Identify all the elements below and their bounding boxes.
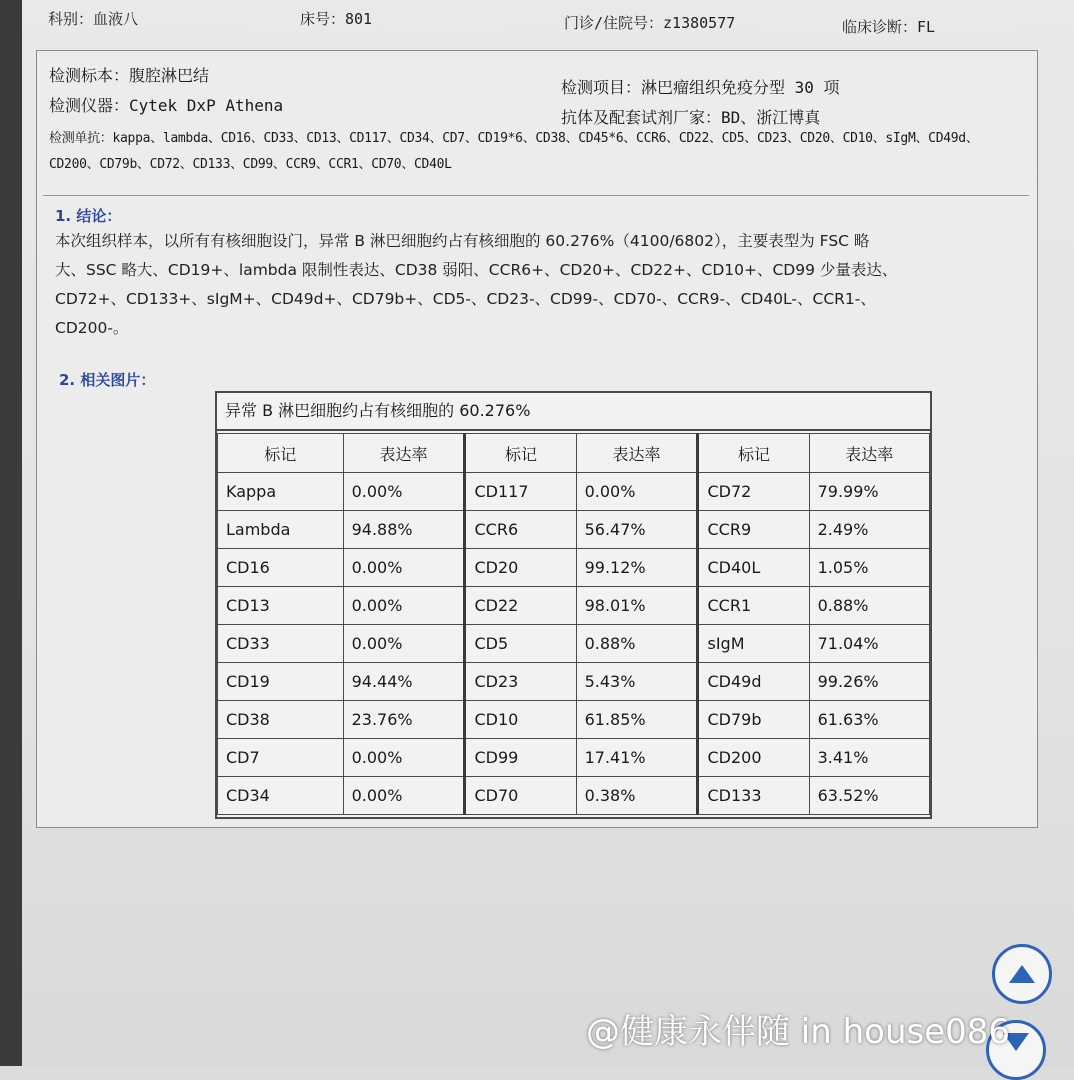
expression-table: [215, 391, 932, 819]
expression-rate-cell: 71.04%: [809, 625, 929, 663]
marker-cell: CD133: [698, 777, 809, 815]
conclusion-line: CD200-。: [55, 319, 129, 337]
marker-cell: CD34: [218, 777, 344, 815]
patient-info-bar: [22, 0, 1074, 42]
table-row: [218, 625, 930, 663]
expression-rate-cell: 0.38%: [576, 777, 698, 815]
marker-grid: [217, 433, 930, 815]
expression-rate-cell: 0.00%: [343, 625, 465, 663]
report-panel: [36, 50, 1038, 828]
table-row: [218, 587, 930, 625]
marker-cell: CCR9: [698, 511, 809, 549]
conclusion-line: CD72+、CD133+、sIgM+、CD49d+、CD79b+、CD5-、CD23-、CD99-、CD70-、CCR9-、CD40L-、CCR1-、: [55, 290, 876, 308]
marker-cell: CD7: [218, 739, 344, 777]
column-header: 表达率: [343, 434, 465, 473]
table-row: [218, 549, 930, 587]
expression-rate-cell: 99.26%: [809, 663, 929, 701]
marker-cell: Kappa: [218, 473, 344, 511]
marker-cell: CD19: [218, 663, 344, 701]
expression-rate-cell: 2.49%: [809, 511, 929, 549]
report-screen: [22, 0, 1074, 1066]
expression-rate-cell: 63.52%: [809, 777, 929, 815]
expression-rate-cell: 61.63%: [809, 701, 929, 739]
expression-rate-cell: 99.12%: [576, 549, 698, 587]
test-info-header: [43, 53, 1029, 196]
conclusion-heading: 1. 结论：: [55, 207, 122, 225]
expression-rate-cell: 0.00%: [343, 739, 465, 777]
monitor-bezel: [0, 0, 22, 1066]
marker-cell: CD99: [465, 739, 576, 777]
column-header: 标记: [465, 434, 576, 473]
marker-cell: CD20: [465, 549, 576, 587]
column-header: 标记: [698, 434, 809, 473]
marker-cell: CD40L: [698, 549, 809, 587]
marker-cell: CCR1: [698, 587, 809, 625]
table-row: [218, 777, 930, 815]
expression-rate-cell: 0.00%: [343, 777, 465, 815]
table-row: [218, 663, 930, 701]
expression-rate-cell: 94.44%: [343, 663, 465, 701]
expression-rate-cell: 1.05%: [809, 549, 929, 587]
expression-rate-cell: 3.41%: [809, 739, 929, 777]
scroll-up-button[interactable]: [992, 944, 1052, 1004]
expression-rate-cell: 0.00%: [343, 587, 465, 625]
expression-rate-cell: 0.00%: [343, 549, 465, 587]
instrument-label: 检测仪器：Cytek DxP Athena: [49, 96, 284, 115]
expression-rate-cell: 5.43%: [576, 663, 698, 701]
expression-rate-cell: 61.85%: [576, 701, 698, 739]
expression-rate-cell: 0.00%: [576, 473, 698, 511]
table-row: [218, 473, 930, 511]
expression-rate-cell: 79.99%: [809, 473, 929, 511]
bed-number: 床号：801: [300, 10, 373, 28]
marker-cell: CD33: [218, 625, 344, 663]
test-item-label: 检测项目：淋巴瘤组织免疫分型 30 项: [561, 78, 840, 97]
conclusion-text: [55, 227, 1015, 343]
expression-rate-cell: 56.47%: [576, 511, 698, 549]
antibody-list-line1: 检测单抗：kappa、lambda、CD16、CD33、CD13、CD117、CD34、CD7、CD19*6、CD38、CD45*6、CCR6、CD22、CD5、CD23、CD20、CD10、sIgM、CD49d、: [49, 131, 979, 146]
table-row: [218, 701, 930, 739]
table-row: [218, 511, 930, 549]
marker-cell: CD16: [218, 549, 344, 587]
expression-rate-cell: 0.00%: [343, 473, 465, 511]
arrow-up-icon: [1009, 965, 1035, 983]
expression-rate-cell: 17.41%: [576, 739, 698, 777]
table-header-row: [218, 434, 930, 473]
expression-rate-cell: 23.76%: [343, 701, 465, 739]
department-label: 科别：血液八: [48, 10, 139, 28]
marker-cell: CD5: [465, 625, 576, 663]
expression-rate-cell: 0.88%: [809, 587, 929, 625]
figures-heading: 2. 相关图片：: [59, 371, 156, 389]
marker-cell: CD72: [698, 473, 809, 511]
marker-cell: CD10: [465, 701, 576, 739]
watermark-text: @健康永伴随 in house086: [586, 1012, 1011, 1052]
column-header: 标记: [218, 434, 344, 473]
marker-cell: CD38: [218, 701, 344, 739]
clinical-diagnosis: 临床诊断：FL: [842, 18, 936, 36]
column-header: 表达率: [576, 434, 698, 473]
marker-cell: CD22: [465, 587, 576, 625]
marker-cell: Lambda: [218, 511, 344, 549]
marker-cell: CD200: [698, 739, 809, 777]
conclusion-line: 本次组织样本，以所有有核细胞设门，异常 B 淋巴细胞约占有核细胞的 60.276%（4100/6802），主要表型为 FSC 略: [55, 232, 870, 250]
antibody-list-line2: CD200、CD79b、CD72、CD133、CD99、CCR9、CCR1、CD70、CD40L: [49, 157, 452, 172]
table-caption: 异常 B 淋巴细胞约占有核细胞的 60.276%: [217, 393, 930, 431]
expression-rate-cell: 0.88%: [576, 625, 698, 663]
marker-cell: CD23: [465, 663, 576, 701]
specimen-label: 检测标本：腹腔淋巴结: [49, 66, 210, 85]
marker-cell: CD49d: [698, 663, 809, 701]
reagent-vendor-label: 抗体及配套试剂厂家：BD、浙江博真: [561, 108, 821, 127]
column-header: 表达率: [809, 434, 929, 473]
record-number: 门诊/住院号：z1380577: [564, 14, 736, 32]
expression-rate-cell: 98.01%: [576, 587, 698, 625]
table-row: [218, 739, 930, 777]
marker-cell: CCR6: [465, 511, 576, 549]
marker-cell: sIgM: [698, 625, 809, 663]
expression-rate-cell: 94.88%: [343, 511, 465, 549]
marker-cell: CD117: [465, 473, 576, 511]
marker-cell: CD79b: [698, 701, 809, 739]
marker-cell: CD70: [465, 777, 576, 815]
marker-cell: CD13: [218, 587, 344, 625]
conclusion-line: 大、SSC 略大、CD19+、lambda 限制性表达、CD38 弱阳、CCR6+、CD20+、CD22+、CD10+、CD99 少量表达、: [55, 261, 898, 279]
